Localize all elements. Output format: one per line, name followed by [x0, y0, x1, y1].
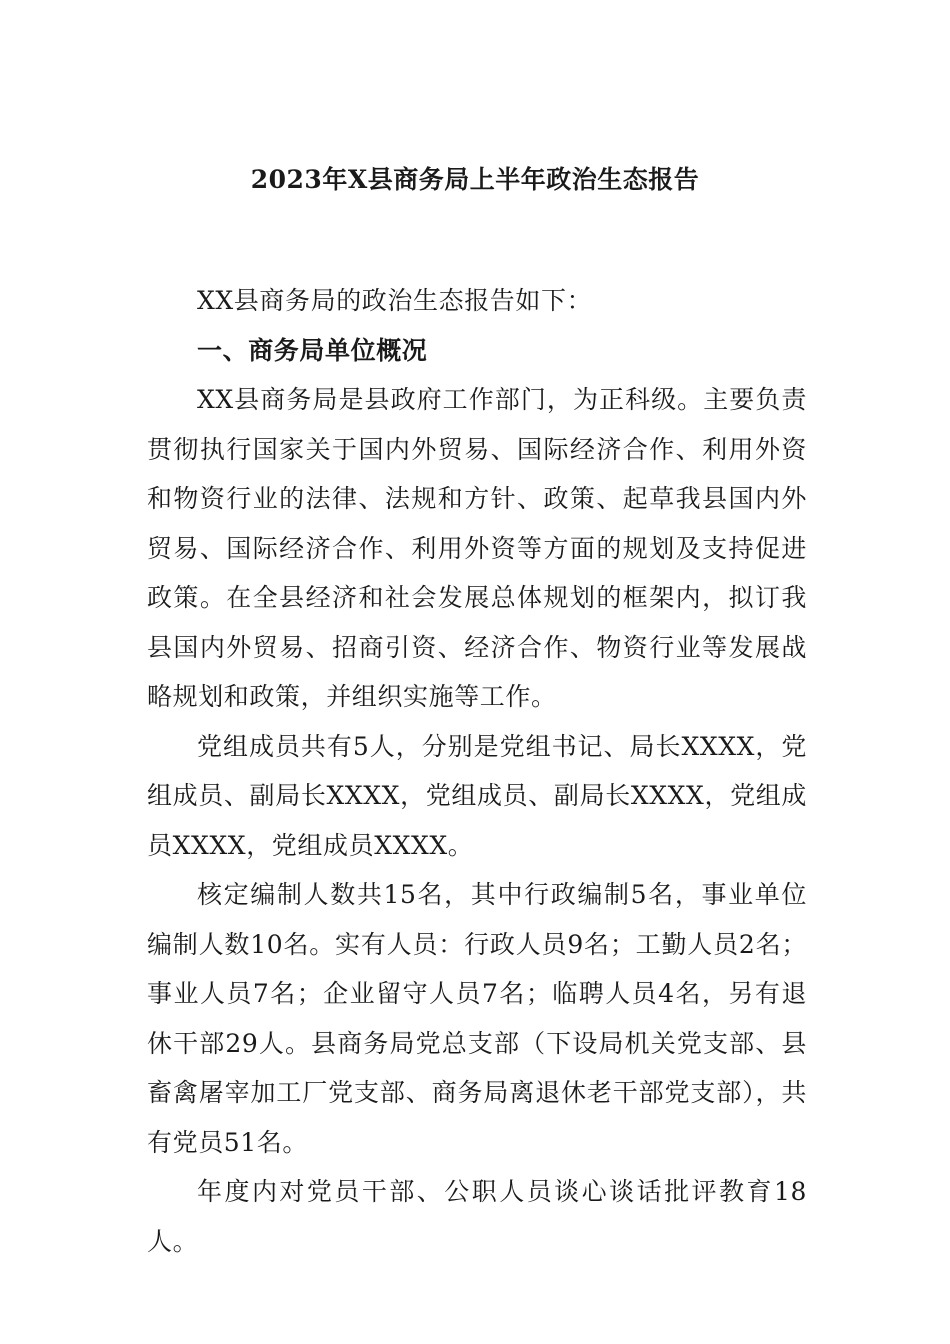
intro-paragraph: XX县商务局的政治生态报告如下： — [197, 286, 593, 315]
staffing-paragraph: 核定编制人数共15名，其中行政编制5名，事业单位编制人数10名。实有人员：行政人员9名；工勤人员2名；事业人员7名；企业留守人员7名；临聘人员4名，另有退休干部29人。县商务局党总支部（下设局机关党支部、县畜禽屠宰加工厂党支部、商务局离退休老干部党支部），共有党员51名。 — [147, 880, 807, 1157]
talks-paragraph: 年度内对党员干部、公职人员谈心谈话批评教育18人。 — [147, 1177, 807, 1256]
section-heading: 一、商务局单位概况 — [197, 335, 428, 365]
document-title: 2023年X县商务局上半年政治生态报告 — [250, 165, 700, 194]
document-body — [147, 276, 807, 1266]
overview-paragraph: XX县商务局是县政府工作部门，为正科级。主要负责贯彻执行国家关于国内外贸易、国际经济合作、利用外资和物资行业的法律、法规和方针、政策、起草我县国内外贸易、国际经济合作、利用外资等方面的规划及支持促进政策。在全县经济和社会发展总体规划的框架内，拟订我县国内外贸易、招商引资、经济合作、物资行业等发展战略规划和政策，并组织实施等工作。 — [147, 385, 807, 711]
members-paragraph: 党组成员共有5人，分别是党组书记、局长XXXX，党组成员、副局长XXXX，党组成员、副局长XXXX，党组成员XXXX，党组成员XXXX。 — [147, 731, 807, 860]
